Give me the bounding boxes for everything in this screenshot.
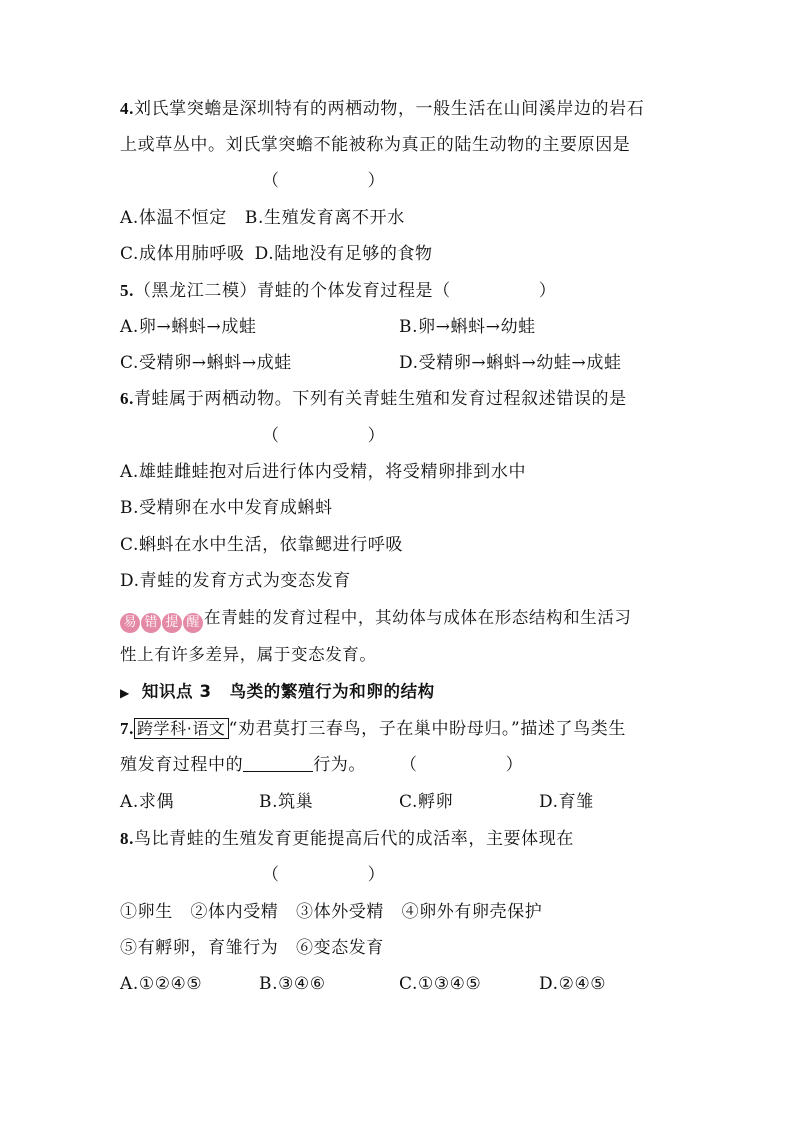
- error-tip-text-1: 在青蛙的发育过程中，其幼体与成体在形态结构和生活习: [204, 608, 632, 627]
- q4-options-row2: [120, 243, 433, 265]
- q5-stem: [120, 280, 556, 302]
- tip-badge-char: 提: [162, 613, 182, 633]
- q4-stem-line1: [120, 98, 644, 120]
- q6-option-c[interactable]: C.蝌蚪在水中生活，依靠鳃进行呼吸: [120, 535, 404, 555]
- q8-option-d[interactable]: D.②④⑤: [539, 974, 607, 994]
- q8-answer-paren[interactable]: （ ）: [262, 865, 386, 885]
- q6-option-b[interactable]: B.受精卵在水中发育成蝌蚪: [120, 498, 333, 518]
- q4-option-a[interactable]: A.体温不恒定: [120, 208, 227, 228]
- knowledge-point-label: 知识点 3: [141, 682, 212, 701]
- q7-option-a[interactable]: A.求偶: [120, 792, 175, 812]
- q5-option-d[interactable]: D.受精卵→蝌蚪→幼蛙→成蛙: [399, 353, 622, 373]
- knowledge-point-header: [120, 681, 435, 704]
- q4-option-b[interactable]: B.生殖发育离不开水: [244, 208, 405, 228]
- q4-option-c[interactable]: C.成体用肺呼吸: [120, 244, 245, 264]
- q8-items-line1: ①卵生 ②体内受精 ③体外受精 ④卵外有卵壳保护: [120, 902, 543, 922]
- q6-stem-text: 青蛙属于两栖动物。下列有关青蛙生殖和发育过程叙述错误的是: [133, 389, 627, 409]
- q8-items-line2: ⑤有孵卵，育雏行为 ⑥变态发育: [120, 938, 384, 958]
- q7-option-d[interactable]: D.育雏: [539, 792, 594, 812]
- q4-answer-paren[interactable]: （ ）: [262, 171, 386, 191]
- q7-option-c[interactable]: C.孵卵: [399, 792, 454, 812]
- q6-option-a[interactable]: A.雄蛙雌蛙抱对后进行体内受精，将受精卵排到水中: [120, 462, 527, 482]
- tip-badge-char: 易: [120, 613, 140, 633]
- q5-option-a[interactable]: A.卵→蝌蚪→成蛙: [120, 317, 257, 337]
- q7-stem-text-2b: 行为。: [313, 755, 367, 775]
- q5-number: 5.: [120, 281, 134, 300]
- q5-stem-text: （黑龙江二模）青蛙的个体发育过程是（ ）: [133, 281, 557, 301]
- q8-number: 8.: [120, 829, 134, 848]
- q5-option-c[interactable]: C.受精卵→蝌蚪→成蛙: [120, 353, 292, 373]
- q4-stem-line2: 上或草丛中。刘氏掌突蟾不能被称为真正的陆生动物的主要原因是: [120, 135, 631, 155]
- error-tip-badge: [120, 610, 204, 633]
- q4-option-d[interactable]: D.陆地没有足够的食物: [254, 244, 433, 264]
- q8-option-a[interactable]: A.①②④⑤: [120, 974, 203, 994]
- q5-option-b[interactable]: B.卵→蝌蚪→幼蛙: [399, 317, 536, 337]
- tip-badge-char: 醒: [183, 613, 203, 633]
- q8-stem: [120, 828, 574, 850]
- q6-answer-paren[interactable]: （ ）: [262, 426, 386, 446]
- error-tip-line1: [120, 607, 632, 633]
- q8-stem-text: 鸟比青蛙的生殖发育更能提高后代的成活率，主要体现在: [133, 829, 574, 849]
- tip-badge-char: 错: [141, 613, 161, 633]
- q7-stem-text: “劝君莫打三春鸟，子在巢中盼母归。”描述了鸟类生: [228, 719, 626, 739]
- q6-number: 6.: [120, 389, 134, 408]
- q4-stem-text-1: 刘氏掌突蟾是深圳特有的两栖动物，一般生活在山间溪岸边的岩石: [133, 99, 645, 119]
- q4-options-row1: [120, 207, 405, 229]
- q7-stem-line1: [120, 718, 626, 740]
- q6-stem: [120, 388, 627, 410]
- error-tip-line2: 性上有许多差异，属于变态发育。: [120, 645, 377, 664]
- q8-option-b[interactable]: B.③④⑥: [259, 974, 326, 994]
- q7-cross-subject-tag: 跨学科·语文: [134, 718, 229, 739]
- q8-option-c[interactable]: C.①③④⑤: [399, 974, 482, 994]
- q7-number: 7.: [120, 719, 134, 738]
- triangle-marker-icon: ▶: [120, 686, 130, 700]
- q6-option-d[interactable]: D.青蛙的发育方式为变态发育: [120, 571, 351, 591]
- q7-fill-blank[interactable]: [243, 755, 313, 772]
- q4-number: 4.: [120, 99, 134, 118]
- q7-option-b[interactable]: B.筑巢: [259, 792, 314, 812]
- knowledge-point-title: 鸟类的繁殖行为和卵的结构: [229, 682, 435, 701]
- q7-stem-text-2a: 殖发育过程中的: [120, 755, 244, 775]
- q7-stem-line2: [120, 754, 366, 776]
- q7-answer-paren[interactable]: （ ）: [400, 755, 524, 775]
